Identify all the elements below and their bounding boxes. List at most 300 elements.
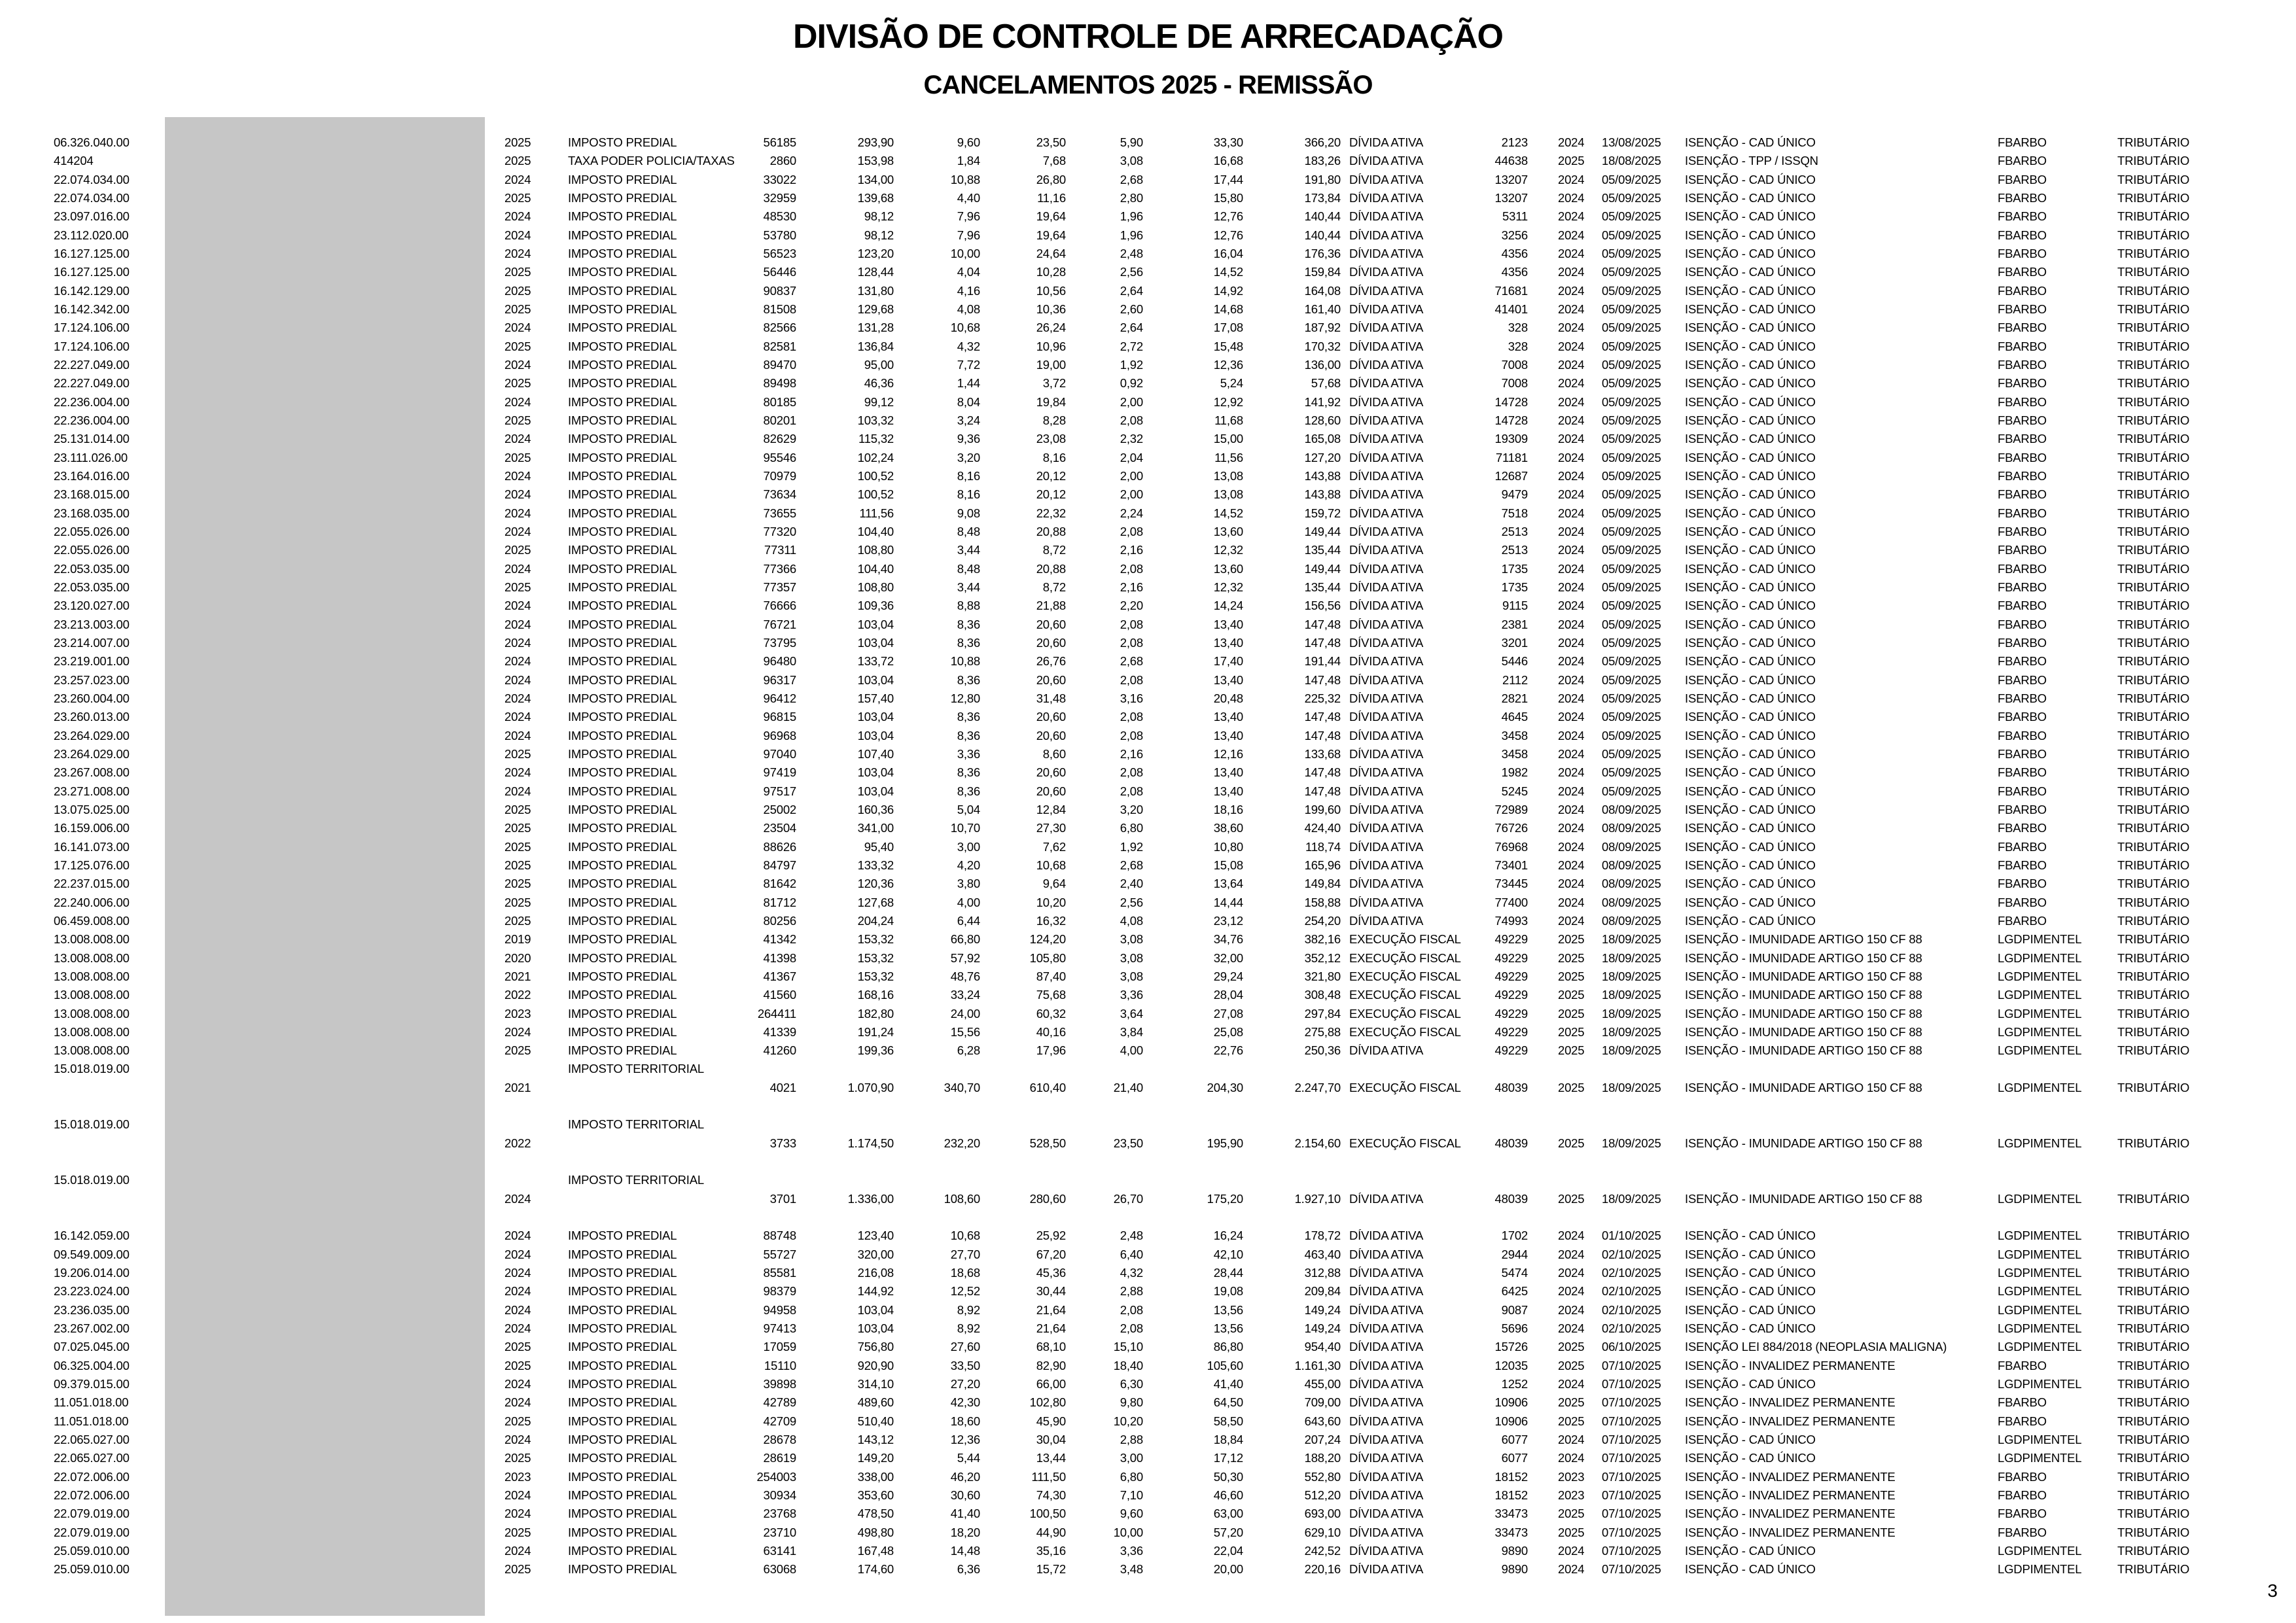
col-inscricao: 22.240.006.00 xyxy=(54,896,130,909)
col-value-2: 4,20 xyxy=(957,858,980,872)
col-situacao: DÍVIDA ATIVA xyxy=(1349,506,1424,520)
col-cancel-date: 07/10/2025 xyxy=(1602,1562,1661,1576)
col-area: TRIBUTÁRIO xyxy=(2117,1303,2190,1317)
col-value-2: 48,76 xyxy=(950,969,980,983)
col-situacao: DÍVIDA ATIVA xyxy=(1349,1229,1424,1242)
col-value-4: 1,92 xyxy=(1120,840,1143,854)
col-value-5: 12,32 xyxy=(1213,580,1243,594)
col-area: TRIBUTÁRIO xyxy=(2117,154,2190,167)
col-cancel-date: 05/09/2025 xyxy=(1602,284,1661,298)
col-exemption-reason: ISENÇÃO - CAD ÚNICO xyxy=(1685,840,1816,854)
col-value-3: 21,64 xyxy=(1036,1303,1066,1317)
col-processo-year: 2024 xyxy=(1558,710,1585,724)
col-inscricao: 22.074.034.00 xyxy=(54,191,130,205)
col-tax-type: IMPOSTO PREDIAL xyxy=(568,1414,677,1428)
col-value-1: 153,98 xyxy=(857,154,894,167)
col-cancel-date: 05/09/2025 xyxy=(1602,432,1661,445)
col-exercise-year: 2024 xyxy=(504,1266,531,1280)
col-value-1: 108,80 xyxy=(857,580,894,594)
col-exemption-reason: ISENÇÃO - CAD ÚNICO xyxy=(1685,469,1816,483)
col-area: TRIBUTÁRIO xyxy=(2117,747,2190,761)
col-value-2: 8,16 xyxy=(957,487,980,501)
col-value-3: 17,96 xyxy=(1036,1043,1066,1057)
col-processo-year: 2024 xyxy=(1558,247,1585,260)
col-tax-type: IMPOSTO PREDIAL xyxy=(568,618,677,631)
col-user: FBARBO xyxy=(1998,302,2047,316)
col-value-3: 23,08 xyxy=(1036,432,1066,445)
col-user: FBARBO xyxy=(1998,580,2047,594)
col-situacao: EXECUÇÃO FISCAL xyxy=(1349,969,1461,983)
col-value-5: 17,44 xyxy=(1213,173,1243,186)
col-area: TRIBUTÁRIO xyxy=(2117,1192,2190,1206)
col-user: FBARBO xyxy=(1998,154,2047,167)
table-row xyxy=(0,1134,2296,1153)
col-value-5: 17,12 xyxy=(1213,1451,1243,1465)
col-value-2: 6,44 xyxy=(957,914,980,928)
col-cancel-date: 05/09/2025 xyxy=(1602,321,1661,334)
col-value-4: 23,50 xyxy=(1113,1136,1143,1150)
col-value-1: 153,32 xyxy=(857,969,894,983)
col-situacao: DÍVIDA ATIVA xyxy=(1349,487,1424,501)
col-value-2: 12,52 xyxy=(950,1284,980,1298)
col-cancel-date: 05/09/2025 xyxy=(1602,673,1661,687)
col-cancel-date: 05/09/2025 xyxy=(1602,784,1661,798)
col-cancel-date: 05/09/2025 xyxy=(1602,636,1661,650)
col-area: TRIBUTÁRIO xyxy=(2117,1562,2190,1576)
col-situacao: DÍVIDA ATIVA xyxy=(1349,580,1424,594)
col-situacao: DÍVIDA ATIVA xyxy=(1349,1377,1424,1391)
col-total-value: 128,60 xyxy=(1304,413,1341,427)
col-total-value: 149,44 xyxy=(1304,562,1341,576)
page-title: DIVISÃO DE CONTROLE DE ARRECADAÇÃO xyxy=(792,18,1503,56)
col-lancamento-number: 39898 xyxy=(763,1377,796,1391)
col-value-1: 136,84 xyxy=(857,340,894,353)
table-row xyxy=(0,1170,2296,1189)
col-processo-number: 15726 xyxy=(1494,1340,1528,1353)
col-area: TRIBUTÁRIO xyxy=(2117,1266,2190,1280)
col-processo-number: 12035 xyxy=(1494,1359,1528,1372)
col-exercise-year: 2023 xyxy=(504,1007,531,1021)
col-value-5: 14,44 xyxy=(1213,896,1243,909)
col-situacao: DÍVIDA ATIVA xyxy=(1349,1248,1424,1261)
col-tax-type: IMPOSTO PREDIAL xyxy=(568,988,677,1002)
col-area: TRIBUTÁRIO xyxy=(2117,691,2190,705)
col-cancel-date: 07/10/2025 xyxy=(1602,1377,1661,1391)
col-inscricao: 23.264.029.00 xyxy=(54,729,130,742)
col-cancel-date: 05/09/2025 xyxy=(1602,376,1661,390)
col-tax-type: IMPOSTO PREDIAL xyxy=(568,1359,677,1372)
table-row xyxy=(0,1430,2296,1449)
col-value-4: 5,90 xyxy=(1120,135,1143,149)
table-row xyxy=(0,837,2296,856)
col-processo-number: 13207 xyxy=(1494,173,1528,186)
col-inscricao: 16.142.059.00 xyxy=(54,1229,130,1242)
col-area: TRIBUTÁRIO xyxy=(2117,765,2190,779)
col-cancel-date: 05/09/2025 xyxy=(1602,451,1661,464)
col-area: TRIBUTÁRIO xyxy=(2117,840,2190,854)
col-exercise-year: 2022 xyxy=(504,988,531,1002)
col-value-5: 13,40 xyxy=(1213,673,1243,687)
col-lancamento-number: 28619 xyxy=(763,1451,796,1465)
col-value-4: 3,36 xyxy=(1120,988,1143,1002)
col-total-value: 242,52 xyxy=(1304,1544,1341,1558)
col-tax-type: IMPOSTO PREDIAL xyxy=(568,914,677,928)
col-area: TRIBUTÁRIO xyxy=(2117,1488,2190,1502)
col-value-1: 168,16 xyxy=(857,988,894,1002)
col-cancel-date: 18/08/2025 xyxy=(1602,154,1661,167)
col-processo-year: 2024 xyxy=(1558,747,1585,761)
col-area: TRIBUTÁRIO xyxy=(2117,487,2190,501)
col-value-4: 3,08 xyxy=(1120,969,1143,983)
col-situacao: EXECUÇÃO FISCAL xyxy=(1349,1136,1461,1150)
col-exercise-year: 2025 xyxy=(504,1043,531,1057)
col-exercise-year: 2025 xyxy=(504,265,531,279)
col-value-1: 320,00 xyxy=(857,1248,894,1261)
col-situacao: DÍVIDA ATIVA xyxy=(1349,599,1424,612)
col-situacao: DÍVIDA ATIVA xyxy=(1349,562,1424,576)
col-cancel-date: 05/09/2025 xyxy=(1602,618,1661,631)
col-value-5: 28,44 xyxy=(1213,1266,1243,1280)
col-user: FBARBO xyxy=(1998,914,2047,928)
col-processo-year: 2024 xyxy=(1558,599,1585,612)
col-user: FBARBO xyxy=(1998,599,2047,612)
col-tax-type: IMPOSTO PREDIAL xyxy=(568,654,677,668)
col-situacao: DÍVIDA ATIVA xyxy=(1349,173,1424,186)
col-user: FBARBO xyxy=(1998,691,2047,705)
col-value-4: 2,64 xyxy=(1120,321,1143,334)
col-value-1: 338,00 xyxy=(857,1470,894,1484)
table-row xyxy=(0,1486,2296,1505)
col-value-1: 1.336,00 xyxy=(847,1192,894,1206)
col-value-3: 20,12 xyxy=(1036,487,1066,501)
col-value-2: 3,44 xyxy=(957,543,980,557)
col-total-value: 183,26 xyxy=(1304,154,1341,167)
col-user: FBARBO xyxy=(1998,654,2047,668)
col-processo-year: 2025 xyxy=(1558,1025,1585,1039)
col-inscricao: 23.236.035.00 xyxy=(54,1303,130,1317)
col-situacao: DÍVIDA ATIVA xyxy=(1349,1544,1424,1558)
col-exercise-year: 2024 xyxy=(504,525,531,538)
col-tax-type: IMPOSTO PREDIAL xyxy=(568,1507,677,1520)
col-user: FBARBO xyxy=(1998,376,2047,390)
col-value-5: 46,60 xyxy=(1213,1488,1243,1502)
col-exemption-reason: ISENÇÃO LEI 884/2018 (NEOPLASIA MALIGNA) xyxy=(1685,1340,1947,1353)
col-value-5: 13,40 xyxy=(1213,765,1243,779)
col-processo-number: 1702 xyxy=(1501,1229,1528,1242)
col-cancel-date: 05/09/2025 xyxy=(1602,358,1661,372)
col-exemption-reason: ISENÇÃO - CAD ÚNICO xyxy=(1685,228,1816,242)
col-exemption-reason: ISENÇÃO - CAD ÚNICO xyxy=(1685,1248,1816,1261)
col-lancamento-number: 32959 xyxy=(763,191,796,205)
col-exemption-reason: ISENÇÃO - CAD ÚNICO xyxy=(1685,821,1816,835)
col-area: TRIBUTÁRIO xyxy=(2117,803,2190,816)
col-processo-year: 2023 xyxy=(1558,1488,1585,1502)
col-exemption-reason: ISENÇÃO - CAD ÚNICO xyxy=(1685,1451,1816,1465)
col-processo-number: 3458 xyxy=(1501,729,1528,742)
col-exemption-reason: ISENÇÃO - CAD ÚNICO xyxy=(1685,1321,1816,1335)
table-row xyxy=(0,671,2296,689)
col-value-4: 4,00 xyxy=(1120,1043,1143,1057)
col-processo-number: 73401 xyxy=(1494,858,1528,872)
col-value-4: 26,70 xyxy=(1113,1192,1143,1206)
col-tax-type: IMPOSTO PREDIAL xyxy=(568,525,677,538)
col-situacao: DÍVIDA ATIVA xyxy=(1349,209,1424,223)
col-exemption-reason: ISENÇÃO - CAD ÚNICO xyxy=(1685,432,1816,445)
col-value-2: 4,16 xyxy=(957,284,980,298)
col-area: TRIBUTÁRIO xyxy=(2117,1248,2190,1261)
col-area: TRIBUTÁRIO xyxy=(2117,1451,2190,1465)
col-cancel-date: 08/09/2025 xyxy=(1602,821,1661,835)
col-value-2: 30,60 xyxy=(950,1488,980,1502)
col-total-value: 57,68 xyxy=(1311,376,1341,390)
col-exercise-year: 2023 xyxy=(504,1470,531,1484)
col-value-5: 29,24 xyxy=(1213,969,1243,983)
col-lancamento-number: 2860 xyxy=(769,154,796,167)
col-area: TRIBUTÁRIO xyxy=(2117,173,2190,186)
col-user: FBARBO xyxy=(1998,340,2047,353)
table-row xyxy=(0,188,2296,207)
col-inscricao: 23.168.015.00 xyxy=(54,487,130,501)
col-tax-type: IMPOSTO PREDIAL xyxy=(568,673,677,687)
col-processo-number: 7008 xyxy=(1501,358,1528,372)
col-user: FBARBO xyxy=(1998,765,2047,779)
col-cancel-date: 08/09/2025 xyxy=(1602,896,1661,909)
col-area: TRIBUTÁRIO xyxy=(2117,1414,2190,1428)
col-cancel-date: 05/09/2025 xyxy=(1602,599,1661,612)
col-value-2: 8,04 xyxy=(957,395,980,409)
col-inscricao: 15.018.019.00 xyxy=(54,1117,130,1131)
col-value-1: 95,00 xyxy=(864,358,894,372)
col-value-2: 7,96 xyxy=(957,209,980,223)
col-tax-type: IMPOSTO PREDIAL xyxy=(568,413,677,427)
col-exercise-year: 2020 xyxy=(504,951,531,965)
col-exercise-year: 2025 xyxy=(504,747,531,761)
col-total-value: 1.927,10 xyxy=(1294,1192,1341,1206)
col-value-3: 44,90 xyxy=(1036,1526,1066,1539)
col-value-3: 528,50 xyxy=(1029,1136,1066,1150)
col-value-2: 340,70 xyxy=(944,1081,980,1094)
col-value-2: 12,80 xyxy=(950,691,980,705)
col-value-4: 18,40 xyxy=(1113,1359,1143,1372)
col-situacao: DÍVIDA ATIVA xyxy=(1349,784,1424,798)
col-processo-number: 2513 xyxy=(1501,525,1528,538)
col-exemption-reason: ISENÇÃO - INVALIDEZ PERMANENTE xyxy=(1685,1470,1896,1484)
col-exercise-year: 2024 xyxy=(504,432,531,445)
col-area: TRIBUTÁRIO xyxy=(2117,469,2190,483)
col-exemption-reason: ISENÇÃO - CAD ÚNICO xyxy=(1685,1303,1816,1317)
col-cancel-date: 08/09/2025 xyxy=(1602,840,1661,854)
col-total-value: 147,48 xyxy=(1304,673,1341,687)
col-value-3: 20,88 xyxy=(1036,562,1066,576)
col-value-5: 13,40 xyxy=(1213,618,1243,631)
col-total-value: 954,40 xyxy=(1304,1340,1341,1353)
col-user: FBARBO xyxy=(1998,821,2047,835)
col-total-value: 709,00 xyxy=(1304,1395,1341,1409)
col-area: TRIBUTÁRIO xyxy=(2117,1025,2190,1039)
col-tax-type: IMPOSTO TERRITORIAL xyxy=(568,1117,704,1131)
col-cancel-date: 05/09/2025 xyxy=(1602,729,1661,742)
col-processo-number: 5245 xyxy=(1501,784,1528,798)
col-user: LGDPIMENTEL xyxy=(1998,1562,2082,1576)
col-value-4: 2,08 xyxy=(1120,636,1143,650)
col-value-1: 108,80 xyxy=(857,543,894,557)
col-total-value: 455,00 xyxy=(1304,1377,1341,1391)
col-inscricao: 22.079.019.00 xyxy=(54,1507,130,1520)
col-area: TRIBUTÁRIO xyxy=(2117,1229,2190,1242)
col-value-2: 6,28 xyxy=(957,1043,980,1057)
col-lancamento-number: 97419 xyxy=(763,765,796,779)
col-situacao: DÍVIDA ATIVA xyxy=(1349,1321,1424,1335)
col-exercise-year: 2024 xyxy=(504,173,531,186)
col-tax-type: IMPOSTO PREDIAL xyxy=(568,691,677,705)
col-cancel-date: 01/10/2025 xyxy=(1602,1229,1661,1242)
col-value-4: 3,08 xyxy=(1120,932,1143,946)
col-value-5: 22,76 xyxy=(1213,1043,1243,1057)
col-tax-type: IMPOSTO PREDIAL xyxy=(568,1025,677,1039)
col-exercise-year: 2024 xyxy=(504,1303,531,1317)
col-processo-year: 2024 xyxy=(1558,191,1585,205)
col-processo-number: 5311 xyxy=(1502,209,1528,223)
col-user: FBARBO xyxy=(1998,1414,2047,1428)
col-value-3: 8,72 xyxy=(1042,543,1066,557)
col-inscricao: 22.074.034.00 xyxy=(54,173,130,186)
col-situacao: DÍVIDA ATIVA xyxy=(1349,543,1424,557)
col-processo-number: 3256 xyxy=(1501,228,1528,242)
table-row xyxy=(0,1448,2296,1467)
col-inscricao: 16.142.129.00 xyxy=(54,284,130,298)
col-value-2: 10,88 xyxy=(950,654,980,668)
col-value-1: 111,56 xyxy=(859,506,894,520)
col-value-5: 195,90 xyxy=(1207,1136,1243,1150)
col-value-5: 34,76 xyxy=(1213,932,1243,946)
col-processo-number: 7518 xyxy=(1501,506,1528,520)
col-value-3: 26,76 xyxy=(1036,654,1066,668)
col-exercise-year: 2025 xyxy=(504,1451,531,1465)
col-value-2: 9,08 xyxy=(957,506,980,520)
col-value-5: 63,00 xyxy=(1213,1507,1243,1520)
col-lancamento-number: 30934 xyxy=(763,1488,796,1502)
col-exemption-reason: ISENÇÃO - INVALIDEZ PERMANENTE xyxy=(1685,1395,1896,1409)
col-value-5: 14,92 xyxy=(1213,284,1243,298)
col-lancamento-number: 76721 xyxy=(763,618,796,631)
col-value-1: 103,04 xyxy=(857,765,894,779)
col-situacao: DÍVIDA ATIVA xyxy=(1349,1266,1424,1280)
col-total-value: 1.161,30 xyxy=(1294,1359,1341,1372)
col-inscricao: 25.059.010.00 xyxy=(54,1562,130,1576)
col-processo-year: 2024 xyxy=(1558,265,1585,279)
col-value-1: 174,60 xyxy=(857,1562,894,1576)
col-inscricao: 25.131.014.00 xyxy=(54,432,130,445)
col-user: FBARBO xyxy=(1998,451,2047,464)
col-cancel-date: 05/09/2025 xyxy=(1602,487,1661,501)
col-processo-year: 2024 xyxy=(1558,358,1585,372)
col-cancel-date: 18/09/2025 xyxy=(1602,969,1661,983)
col-processo-year: 2024 xyxy=(1558,321,1585,334)
col-lancamento-number: 70979 xyxy=(763,469,796,483)
col-value-5: 57,20 xyxy=(1213,1526,1243,1539)
col-cancel-date: 05/09/2025 xyxy=(1602,247,1661,260)
col-total-value: 463,40 xyxy=(1304,1248,1341,1261)
col-value-3: 30,04 xyxy=(1036,1433,1066,1446)
col-situacao: DÍVIDA ATIVA xyxy=(1349,1488,1424,1502)
col-processo-number: 14728 xyxy=(1494,413,1528,427)
table-row xyxy=(0,763,2296,782)
col-situacao: EXECUÇÃO FISCAL xyxy=(1349,1025,1461,1039)
col-value-1: 134,00 xyxy=(857,173,894,186)
col-lancamento-number: 97413 xyxy=(763,1321,796,1335)
col-value-1: 103,04 xyxy=(857,784,894,798)
col-value-1: 139,68 xyxy=(857,191,894,205)
col-value-3: 111,50 xyxy=(1031,1470,1066,1484)
col-lancamento-number: 53780 xyxy=(763,228,796,242)
col-cancel-date: 07/10/2025 xyxy=(1602,1433,1661,1446)
col-cancel-date: 08/09/2025 xyxy=(1602,858,1661,872)
col-total-value: 159,72 xyxy=(1304,506,1341,520)
col-exemption-reason: ISENÇÃO - INVALIDEZ PERMANENTE xyxy=(1685,1507,1896,1520)
col-exercise-year: 2025 xyxy=(504,451,531,464)
col-tax-type: IMPOSTO PREDIAL xyxy=(568,932,677,946)
col-total-value: 147,48 xyxy=(1304,765,1341,779)
col-tax-type: IMPOSTO PREDIAL xyxy=(568,340,677,353)
col-lancamento-number: 96480 xyxy=(763,654,796,668)
col-value-3: 8,28 xyxy=(1042,413,1066,427)
table-row xyxy=(0,1319,2296,1338)
col-user: LGDPIMENTEL xyxy=(1998,1081,2082,1094)
col-value-1: 107,40 xyxy=(857,747,894,761)
col-tax-type: IMPOSTO PREDIAL xyxy=(568,376,677,390)
col-processo-year: 2024 xyxy=(1558,673,1585,687)
table-row xyxy=(0,707,2296,726)
col-processo-year: 2024 xyxy=(1558,135,1585,149)
col-area: TRIBUTÁRIO xyxy=(2117,821,2190,835)
col-lancamento-number: 88626 xyxy=(763,840,796,854)
col-processo-number: 18152 xyxy=(1494,1470,1528,1484)
col-value-4: 2,72 xyxy=(1120,340,1143,353)
col-value-2: 8,16 xyxy=(957,469,980,483)
col-exercise-year: 2024 xyxy=(504,1192,531,1206)
col-tax-type: IMPOSTO PREDIAL xyxy=(568,358,677,372)
col-value-3: 105,80 xyxy=(1029,951,1066,965)
col-user: LGDPIMENTEL xyxy=(1998,1266,2082,1280)
col-exercise-year: 2024 xyxy=(504,321,531,334)
col-user: FBARBO xyxy=(1998,896,2047,909)
col-inscricao: 23.267.002.00 xyxy=(54,1321,130,1335)
col-value-4: 2,08 xyxy=(1120,673,1143,687)
table-row xyxy=(0,411,2296,430)
col-value-3: 13,44 xyxy=(1036,1451,1066,1465)
col-lancamento-number: 264411 xyxy=(757,1007,796,1021)
col-inscricao: 22.053.035.00 xyxy=(54,562,130,576)
col-total-value: 512,20 xyxy=(1304,1488,1341,1502)
col-value-4: 2,08 xyxy=(1120,1303,1143,1317)
col-value-3: 20,12 xyxy=(1036,469,1066,483)
col-exemption-reason: ISENÇÃO - INVALIDEZ PERMANENTE xyxy=(1685,1359,1896,1372)
col-total-value: 188,20 xyxy=(1304,1451,1341,1465)
col-lancamento-number: 15110 xyxy=(764,1359,796,1372)
col-situacao: DÍVIDA ATIVA xyxy=(1349,858,1424,872)
col-tax-type: IMPOSTO PREDIAL xyxy=(568,1544,677,1558)
col-user: FBARBO xyxy=(1998,228,2047,242)
col-processo-year: 2025 xyxy=(1558,988,1585,1002)
col-value-3: 20,60 xyxy=(1036,710,1066,724)
table-row xyxy=(0,300,2296,319)
col-value-4: 10,00 xyxy=(1113,1526,1143,1539)
col-inscricao: 414204 xyxy=(54,154,94,167)
table-row xyxy=(0,911,2296,930)
col-tax-type: IMPOSTO PREDIAL xyxy=(568,729,677,742)
col-exercise-year: 2025 xyxy=(504,821,531,835)
col-area: TRIBUTÁRIO xyxy=(2117,302,2190,316)
